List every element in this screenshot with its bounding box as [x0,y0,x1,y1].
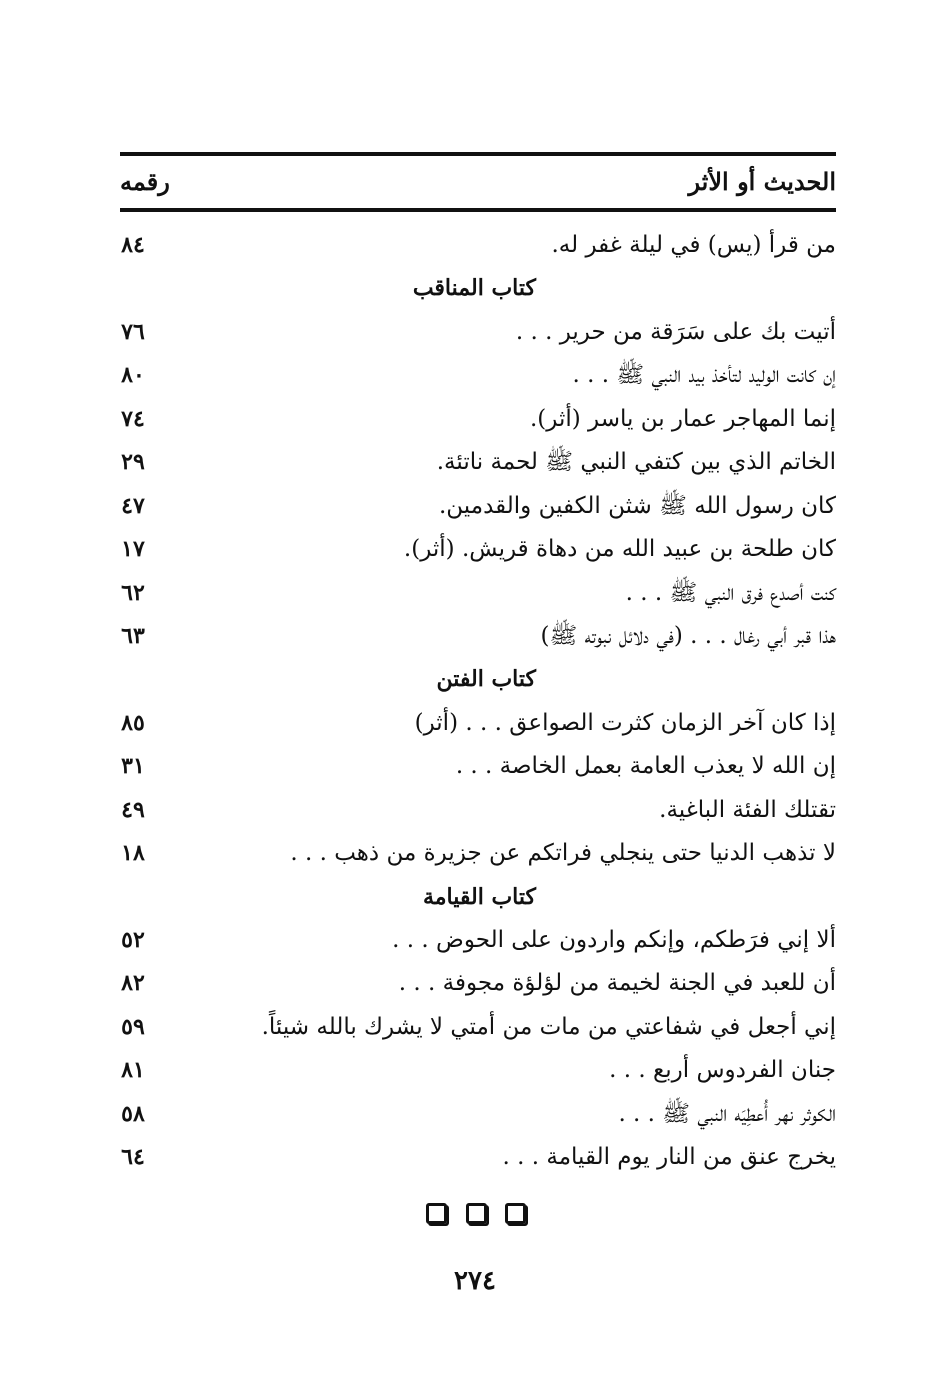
section-heading [120,876,836,919]
hadith-text: إذا كان آخر الزمان كثرت الصواعق . . . (أثر) [414,709,836,736]
hadith-text: لا تذهب الدنيا حتى ينجلي فراتكم عن جزيرة من ذهب . . . [290,840,836,867]
hadith-text: من قرأ (يس) في ليلة غفر له. [551,232,836,258]
header-number-title: رقمه [120,167,170,196]
hadith-text: الخاتم الذي بين كتفي النبي ﷺ لحمة ناتئة. [436,449,836,476]
hadith-text: يخرج عنق من النار يوم القيامة . . . [502,1144,836,1171]
index-list [120,224,836,1180]
list-item [120,354,836,397]
hadith-text: أن للعبد في الجنة لخيمة من لؤلؤة مجوفة . . . [398,970,836,997]
list-item [120,311,836,354]
table-header [120,152,836,212]
list-item [120,1093,836,1136]
hadith-number: ١٨ [121,840,145,867]
hadith-text: هذا قبر أبي رغال . . . (في دلائل نبوته ﷺ) [540,622,836,649]
hadith-text: إنما المهاجر عمار بن ياسر (أثر). [529,405,836,432]
hadith-number: ٨٢ [121,970,145,997]
hadith-text: أتيت بك على سَرَقة من حرير . . . [515,318,836,345]
list-item [120,789,836,832]
hadith-number: ٥٨ [121,1100,145,1127]
list-item [120,702,836,745]
list-item [120,615,836,658]
list-item [120,441,836,484]
hadith-number: ٥٢ [121,927,145,953]
hadith-number: ٨٠ [121,362,145,389]
list-item [120,832,836,875]
list-item [120,528,836,571]
list-item [120,572,836,615]
hadith-number: ٦٤ [121,1144,145,1171]
hadith-number: ٨٥ [121,709,145,736]
hadith-number: ٨١ [121,1057,145,1084]
hadith-number: ٧٦ [121,318,145,345]
hadith-text: تقتلك الفئة الباغية. [659,796,836,823]
list-item [120,224,836,267]
square-ornament-icon [466,1203,487,1224]
hadith-number: ٥٩ [121,1013,145,1040]
hadith-text: إن الله لا يعذب العامة بعمل الخاصة . . . [455,753,836,780]
page-number: ٢٧٤ [454,1266,496,1296]
section-title: كتاب القيامة [422,883,536,910]
list-item [120,745,836,788]
list-item [120,485,836,528]
section-title: كتاب الفتن [436,666,536,693]
section-heading [120,658,836,701]
hadith-text: كان رسول الله ﷺ شثن الكفين والقدمين. [438,492,836,519]
section-heading [120,267,836,310]
hadith-number: ٤٧ [121,492,145,519]
hadith-text: إن كانت الوليد لتأخذ بيد النبي ﷺ . . . [572,362,836,389]
list-item [120,919,836,962]
hadith-text: كان طلحة بن عبيد الله من دهاة قريش. (أثر). [403,536,836,563]
hadith-number: ٤٩ [121,796,145,823]
hadith-number: ٧٤ [121,405,145,432]
list-item [120,1006,836,1049]
hadith-number: ١٧ [121,536,145,563]
hadith-text: كنت أصدع فرق النبي ﷺ . . . [625,579,836,606]
hadith-number: ٣١ [121,753,145,780]
hadith-text: إني أجعل في شفاعتي من مات من أمتي لا يشرك بالله شيئاً. [261,1013,836,1040]
header-hadith-title: الحديث أو الأثر [688,167,836,196]
square-ornament-icon [426,1203,447,1224]
section-title: كتاب المناقب [412,275,536,302]
hadith-number: ٨٤ [121,232,145,258]
hadith-number: ٢٩ [121,449,145,476]
end-of-section-marks [426,1203,526,1229]
hadith-text: جنان الفردوس أربع . . . [609,1057,836,1084]
hadith-text: الكوثر نهر أُعطِيَه النبي ﷺ . . . [618,1100,836,1127]
hadith-number: ٦٢ [121,579,145,606]
list-item [120,1049,836,1092]
list-item [120,962,836,1005]
list-item [120,398,836,441]
list-item [120,1136,836,1179]
square-ornament-icon [505,1203,526,1224]
hadith-text: ألا إني فرَطكم، وإنكم واردون على الحوض . . . [392,927,836,953]
hadith-number: ٦٣ [121,622,145,649]
